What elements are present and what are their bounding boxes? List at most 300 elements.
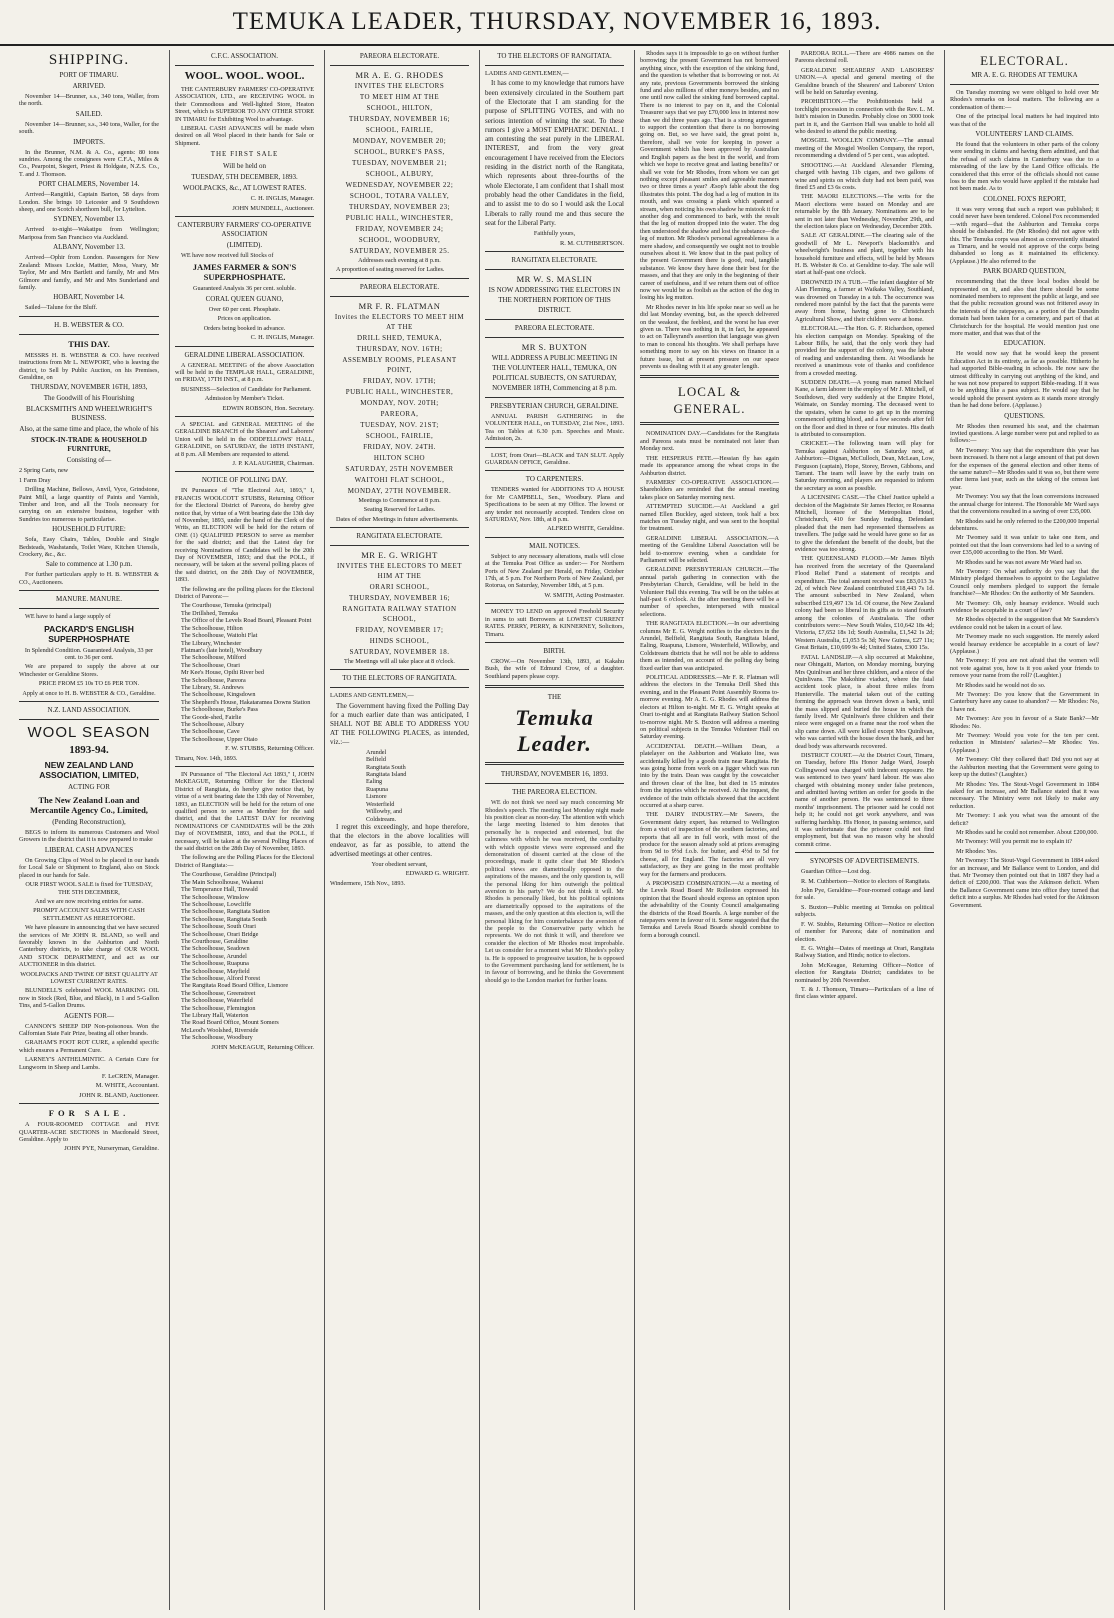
polling-place: The Courthouse, Geraldine (Principal) xyxy=(181,871,277,879)
rangitata-heading: RANGITATA ELECTORATE. xyxy=(356,532,443,541)
price-text: PRICE FROM £5 10s TO £6 PER TON. xyxy=(38,680,140,688)
polling-place: The Library, Winchester xyxy=(181,639,242,647)
divider xyxy=(485,537,624,538)
electoral-paragraph: Mr Rhodes then resumed his seat, and the chairman invited questions. A large number were put and replied to as follows:— xyxy=(950,422,1099,445)
synopsis-item: Guardian Office—Lost dog. xyxy=(801,868,871,876)
stock-in-trade: STOCK-IN-TRADE & HOUSEHOLD FURNITURE, xyxy=(31,436,147,454)
dates-other: Dates of other Meetings in future advertisements. xyxy=(336,515,459,523)
flatman-meetings xyxy=(330,333,469,496)
wright-invites: INVITES THE ELECTORS TO MEET HIM AT THE xyxy=(336,562,463,581)
polling-place: The Schoolhouse, Rangitata Station xyxy=(181,908,270,916)
divider xyxy=(19,701,159,702)
electoral-paragraph: Mr Twomey: Oh, only hearsay evidence. Would such evidence be acceptable in a court of law? xyxy=(950,599,1099,614)
electoral-paragraph: Mr Twomey: Would you vote for the ten per cent. reduction in Ministers' salaries?—Mr Rhodes: Yes. (Applause.) xyxy=(950,732,1099,754)
windermere-date: Windermere, 15th Nov., 1893. xyxy=(330,879,406,887)
meeting-venue: SCHOOL, TOTARA VALLEY, xyxy=(349,192,450,200)
pareora-heading: PAREORA ELECTORATE. xyxy=(359,52,440,60)
divider xyxy=(19,316,159,317)
cuthbertson-sig: R. M. CUTHBERTSON. xyxy=(559,239,624,247)
pareora-polling-places xyxy=(175,602,314,743)
divider xyxy=(19,590,159,591)
polling-place: The Schoolhouse, Kingsdown xyxy=(181,691,256,699)
meeting-date: THURSDAY, NOVEMBER 16; xyxy=(348,594,451,603)
divider xyxy=(485,603,624,604)
place-item: Coldstream. xyxy=(366,815,397,823)
divider xyxy=(485,447,624,448)
spring-carts: 2 Spring Carts, new xyxy=(19,467,69,475)
local-item: THE QUEENSLAND FLOOD.—Mr James Blyth has received from the secretary of the Queensland Flood Relief Fund a statement of receipts and expenditure. The total amount received was £83,013 3s 2d, of which New Zealand contributed £18,443 7s 1d. The amount subscribed in New Zealand, when subscribed £19,497 13s 1d. Of course, the New Zealand colony had been so liberal in its gifts as to stand fourth among the colonies of Australasia. The other contributors were:—New South Wales, £10,642 18s 4d; Victoria, £7,652 18s 1d; South Australia, £1,542 1s 2d; Western Australia, £1,053 5s 3d; New Guinea, £27 11s; Great Britain, £10,699 9s 4d; United States, £300 15s. xyxy=(795,555,934,652)
local-news-items-2 xyxy=(795,50,934,848)
electoral-paragraph: Mr Twomey: The Stout-Vogel Government in 1884 asked for an increase, and Mr Ballance went to London, and did that. Mr Twomey then pointed out that in 1887 they had a deficit of £200,000. That was the Atkinson deficit. When the Ballance Government came into office they turned that deficit into a surplus. Mr Rhodes had voted for the Atkinson Government. xyxy=(950,857,1099,909)
agents-for: AGENTS FOR— xyxy=(64,1011,114,1020)
wright-places xyxy=(330,749,469,823)
household-heading: HOUSEHOLD FUTURE: xyxy=(52,525,126,534)
buxton-name: MR S. BUXTON xyxy=(521,341,588,352)
consisting: Consisting of— xyxy=(66,456,112,465)
hobart-text: Sailed—Talune for the Bluff. xyxy=(25,304,98,312)
local-item: SALE AT GERALDINE.—The clearing sale of the goodwill of Mr L. Newport's blacksmith's and wheelwright's business and plant, together with his household furniture and effects, will be held by Messrs H. B. Webster & Co. at Geraldine to-day. The sale will start at half-past one o'clock. xyxy=(795,232,934,277)
polling-place: The Schoolhouse, Alford Forest xyxy=(181,974,261,982)
pending: (Pending Reconstruction), xyxy=(52,818,126,827)
section-heading: QUESTIONS. xyxy=(1004,411,1045,420)
column-3 xyxy=(324,50,474,1610)
cannons-text: CANNON'S SHEEP DIP Non-poisonous. Won the Calfornian State Fair Prize, beating all other brands. xyxy=(19,1022,159,1037)
polling-place: The Main Schoolhouse, Wakanui xyxy=(181,878,264,886)
polling-place: The Courthouse, Temuka (principal) xyxy=(181,602,272,610)
electoral-paragraph: He would now say that he would keep the present Education Act in its entirety, as far as possible. Hitherto he had supported Bible-reading in schools. He now saw the utmost difficulty in carrying out anything of the kind, and he was not now prepared to support Bible-reading. If it was to be anything like a pass subject. He would say that he would uphold the present system as it stands more strongly than he had done before. (Applause.) xyxy=(950,350,1099,410)
meeting-date: TUESDAY, NOV. 21ST; xyxy=(360,420,439,429)
synopsis-item: John Pye, Geraldine—Four-roomed cottage and land for sale. xyxy=(795,887,934,902)
presbyterian-heading: PRESBYTERIAN CHURCH, GERALDINE. xyxy=(490,401,619,410)
port-heading: PORT OF TIMARU. xyxy=(59,71,119,79)
polling-place: The Schoolhouse, Greenstreet xyxy=(181,989,256,997)
divider xyxy=(485,470,624,471)
rhodes-name: MR A. E. G. RHODES xyxy=(355,70,444,80)
synopsis-item: F. W. Stubbs, Returning Officer—Notice re election of member for Pareora; date of nomination and election. xyxy=(795,920,934,943)
dateline: THURSDAY, NOVEMBER 16, 1893. xyxy=(500,770,609,779)
polling-place: The Schoolhouse, Cave xyxy=(181,728,240,736)
place-item: Arundel xyxy=(366,748,387,756)
local-item: GERALDINE PRESBYTERIAN CHURCH.—The annual parish gathering in connection with the Presbyterian Church, Geraldine, will be held in the Volunteer Hall this evening. Tea will be on the tables at half-past 6 o'clock. At the after meeting there will be a number of speeches, interspersed with musical selections. xyxy=(640,566,779,618)
acting-for: ACTING FOR xyxy=(68,783,110,792)
business: BUSINESS—Selection of Candidate for Parliament. xyxy=(181,385,312,393)
smith-sig: W. SMITH, Acting Postmaster. xyxy=(544,591,624,599)
mail-text: Subject to any necessary alterations, mails will close at the Temuka Post Office as under:— For Northern Ports of New Zealand per Herald, on Friday, October 17th, at 5 p.m. For Northern Ports of New Zealand, per Rotorua, on Saturday, November 18th, at 5 p.m. xyxy=(485,552,624,590)
advances-text: On Growing Clips of Wool to be placed in our hands for Local Sale or Shipment to England, also on Stock placed in our hands for Sale. xyxy=(19,856,159,879)
electoral-paragraph: Mr Twomey said it was unfair to take one item, and pointed out that the loan conversions had led to a saving of over £35,000 according to the Hon. Mr Ward. xyxy=(950,534,1099,557)
divider xyxy=(19,608,159,609)
to-meet: TO MEET HIM AT THE xyxy=(359,93,440,101)
for-sale-heading: FOR SALE. xyxy=(48,1108,130,1119)
local-item: FATAL LANDSLIP.—A slip occurred at Makohine, near Ohingaiti, Marton, on Monday morning, burying Mrs Quinlivan and her three children, and a niece of the Quinlivans. The Makohine viaduct, where the fatal accident took place, is about three miles from Hunterville. The material taken out of the cutting forming the approach was thrown down a bank, until the mass slipped and buried the house in which the family lived. Mr Quinlivan's three children and their niece were engaged on a frame near the roof when the slip came down. All were killed except Mrs Quinlivan, who was carried with the house down the bank, and her dead body was afterwards recovered. xyxy=(795,653,934,750)
polling-place: The Library Hall, Waterton xyxy=(181,1012,249,1019)
divider xyxy=(485,642,624,643)
wright-note: The Meetings will all take place at 8 o'clock. xyxy=(344,658,455,666)
local-item: ACCIDENTAL DEATH.—William Dean, a platelayer on the Ashburton and Waikato line, was accidentally killed by a goods train near Rangitata. He was going home from work on a jigger which was run into by the train. Dean was caught by the cowcatcher and thrown clear of the line, but died in 15 minutes from the injuries which he received. At the inquest, the evidence of the train officials showed that the accident occurred at a sharp curve. xyxy=(640,742,779,809)
electoral-paragraph: He found that the volunteers in other parts of the colony were sending in claims and having them admitted, and that the refusal of such claims in Canterbury was due to a misreading of the law by the Land Office officials. He considered that this error of the officials should not cause loss to the men who would have applied if the mistake had not been made. As to xyxy=(950,141,1099,193)
receiving-text: And we are now receiving entries for same. xyxy=(35,897,143,905)
polling-place: The Schoolhouse, Arundel xyxy=(181,952,247,960)
household-text: Sofa, Easy Chairs, Tables, Double and Single Bedsteads, Washstands, Toilet Ware, Kitchen Utensils, Crockery, &c., &c. xyxy=(19,536,159,558)
arrived-label: ARRIVED. xyxy=(72,82,106,90)
chalmers-label: PORT CHALMERS, November 14. xyxy=(38,180,140,189)
local-item: THE DAIRY INDUSTRY.—Mr Sawers, the Government dairy expert, has returned to Wellington from a visit of inspection of the southern factories, and reports that all are in full work, with most of the produce for the season already sold at prices averaging from 9d to 9½d f.o.b. for butter, and 4½d to 5d for cheese, all for England. The factories are all very satisfactory, as they are going in the most profitable way for the farmers and producers. xyxy=(640,811,779,878)
admission: Admission by Member's Ticket. xyxy=(204,395,285,403)
meeting-date: MONDAY, NOV. 20TH; xyxy=(360,398,439,407)
mckeague-sig: JOHN McKEAGUE, Returning Officer. xyxy=(211,1043,314,1051)
wool-season-heading: WOOL SEASON xyxy=(27,724,151,742)
electoral-subheading: MR A. E. G. RHODES AT TEMUKA xyxy=(971,71,1078,79)
glba-heading: GERALDINE LIBERAL ASSOCIATION. xyxy=(184,350,305,359)
section-heading: EDUCATION. xyxy=(1003,339,1046,348)
local-item: THE RANGITATA ELECTION.—In our advertising columns Mr E. G. Wright notifies to the electors in the Arundel, Belfield, Rangitata South, Rangitata Island, Ealing, Ruapuna, Lismore, Westerfield, Willowby, and Coldstream districts that he will not be able to address them as intended, on account of the polling day being fixed earlier than was anticipated. xyxy=(640,620,779,672)
held-on: Will be held on xyxy=(222,162,267,171)
divider xyxy=(19,1103,159,1104)
shipping-heading: SHIPPING. xyxy=(48,52,130,68)
blacksmith-business: BLACKSMITH'S AND WHEELWRIGHT'S BUSINESS. xyxy=(26,405,152,423)
polling-place: The Schoolhouse, Flemington xyxy=(181,1004,256,1012)
electoral-paragraph: Mr Rhodes objected to the suggestion that Mr Saunders's evidence could not be taken in a court of law. xyxy=(950,616,1099,631)
to-electors-heading: TO THE ELECTORS OF RANGITATA. xyxy=(342,674,457,683)
electoral-paragraph: Mr Twomey: Do you know that the Government in Canterbury have any cause to abandon? — Mr Rhodes: No, I have not. xyxy=(950,691,1099,713)
local-item: DROWNED IN A TUB.—The infant daughter of Mr Alan Fleming, a farmer at Waikaka Valley, Southland, was drowned on Tuesday in a tub. The occurrence was rendered more painful by the fact that the parents were away from home, having gone to Christchurch Agricultural Show, and their children were at home. xyxy=(795,278,934,323)
electoral-paragraph: Mr Rhodes said he was not aware Mr Ward had so. xyxy=(956,558,1083,566)
electoral-paragraph: Mr Rhodes: Yes. xyxy=(956,847,998,855)
polling-place: The Goode-shed, Fairlie xyxy=(181,713,242,721)
polling-place: The Schoolhouse, Ruapuna xyxy=(181,960,249,968)
local-item: GERALDINE SHEARERS' AND LABORERS' UNION.—A special and general meeting of the Geraldine branch of the Shearers' and Laborers' Union will be held on Saturday evening. xyxy=(795,66,934,97)
divider xyxy=(175,65,314,66)
nzla-name: NEW ZEALAND LAND ASSOCIATION, LIMITED, xyxy=(39,760,139,781)
divider xyxy=(950,84,1099,85)
faithfully: Faithfully yours, xyxy=(533,230,576,238)
polling-place: The Library, St. Andrews xyxy=(181,683,244,691)
polling-place: The Rangitata Road Board Office, Lismore xyxy=(181,982,289,990)
meeting-date: THURSDAY, NOVEMBER 23; xyxy=(348,203,451,211)
polling-place: The Schoolhouse, Seadown xyxy=(181,945,250,953)
electoral-paragraph: Mr Twomey: On what authority do you say that the Ministry pledged themselves to appoint to the Legislative Council only members pledged to support the female franchise?—Mr Rhodes: On the authority of Mr Saunders. xyxy=(950,567,1099,598)
alfred-sig: ALFRED WHITE, Geraldine. xyxy=(547,525,624,533)
accountant-sig: M. WHITE, Accountant. xyxy=(95,1082,159,1090)
local-item: SHOOTING.—At Auckland Alexander Fleming, charged with having 11b cigars, and two gallons of wine and spirits on which duty had not been paid, was fined £5 and £3 6s costs. xyxy=(795,161,934,191)
wright-meetings xyxy=(330,582,469,657)
coral-queen: CORAL QUEEN GUANO, xyxy=(205,294,284,303)
electoral-paragraph: Mr Twomey: Are you in favour of a State Bank?—Mr Rhodes: No. xyxy=(950,715,1099,730)
rangitata-polling-places xyxy=(175,871,314,1041)
paper-title: Temuka Leader. xyxy=(515,705,594,757)
place-item: Lismore xyxy=(366,793,387,801)
imports-text: In the Brunner, N.M. & A. Co., agents: 80 tons sundries. Among the consignees were C.F.A., Miles & Co., Pearpoint, Siegert, Priest & Holdgate, N.Z.S. Co., T. and J. Thomson. xyxy=(19,148,159,178)
for-sale-text: A FOUR-ROOMED COTTAGE and FIVE QUARTER-ACRE SECTIONS in Macdonald Street, Geraldine. Apply to xyxy=(19,1121,159,1144)
annual-text: ANNUAL PARISH GATHERING in the VOLUNTEER HALL, on TUESDAY, 21st Nov., 1893. Tea on Tables at 6.30 p.m. Speeches and Music. Admission, 2s. xyxy=(485,412,624,443)
meeting-date: THURSDAY, NOVEMBER 16; xyxy=(348,115,451,123)
sailed-label: SAILED. xyxy=(75,109,103,118)
divider xyxy=(640,422,779,425)
special-text: A SPECIAL and GENERAL MEETING of the GERALDINE BRANCH of the Shearers' and Laborers' Union will be held in the ODDFELLOWS' HALL, GERALDINE, on SATURDAY, the 18TH INSTANT, at 8 p.m. All Members are requested to attend. xyxy=(175,420,314,458)
polling-place: The Courthouse, Geraldine xyxy=(181,937,249,945)
robson-sig: EDWIN ROBSON, Hon. Secretary. xyxy=(222,404,314,412)
electoral-paragraph: Mr Twomey: Oh! they collared that! Did you not say at the Ashburton meeting that the Government were going to keep up the duties? (Laughter.) xyxy=(950,756,1099,779)
local-item: FARMERS' CO-OPERATIVE ASSOCIATION.—Shareholders are reminded that the annual meeting takes place on Saturday morning next. xyxy=(640,478,779,501)
apply-text: Apply at once to H. B. WEBSTER & CO., Geraldine. xyxy=(22,689,156,697)
manure-heading: MANURE. MANURE. xyxy=(56,595,122,604)
editorial-continued xyxy=(640,50,779,370)
pye-sig: JOHN PYE, Nurseryman, Geraldine. xyxy=(64,1145,159,1153)
polling-place: The Schoolhouse, Rangitata South xyxy=(181,915,267,923)
meeting-date: MONDAY, 27TH NOVEMBER. xyxy=(347,486,452,495)
synopsis-item: John McKeague, Returning Officer—Notice of election for Rangitata District; candidates to be nominated by 20th November. xyxy=(795,961,934,984)
buxton-text: WILL ADDRESS A PUBLIC MEETING IN THE VOLUNTEER HALL, TEMUKA, ON POLITICAL SUBJECTS, ON SATURDAY, NOVEMBER 18TH, Commencing at 8 p.m. xyxy=(491,353,618,392)
polling-text: IN Pursuance of "The Electoral Act, 1893," I, FRANCIS WOOLCOTT STUBBS, Returning Officer for the Electoral District of Pareora, do hereby give notice that, by virtue of a Writ bearing date the 13th day of November, 1893, under the hand of the Clerk of the Writs, an ELECTION will be held for the return of ONE (1) QUALIFIED PERSON to serve as member for the said district; and that the Latest day for receiving Nominations of Candidates will be the 20th Day of NOVEMBER, 1893; and that the POLL, if necessary, will be taken at the several polling places of the said district, on the 28th Day of NOVEMBER, 1893. xyxy=(175,487,314,584)
woolpacks-line: WOOLPACKS, &c., AT LOWEST RATES. xyxy=(182,184,307,193)
meeting-date: FRIDAY, NOVEMBER 24; xyxy=(355,225,444,233)
place-item: Rangitata Island xyxy=(366,771,407,779)
wright-sig: EDWARD G. WRIGHT. xyxy=(405,870,469,878)
local-item: MOSGIEL WOOLLEN COMPANY.—The annual meeting of the Mosgiel Woollen Company, the report, recommending a dividend of 5 per cent., was adopted. xyxy=(795,137,934,160)
meeting-venue: SCHOOL, FAIRLIE, xyxy=(365,126,434,134)
place-item: Willowby, and xyxy=(366,808,403,816)
divider xyxy=(485,269,624,270)
sale-date: TUESDAY, 5TH DECEMBER, 1893. xyxy=(191,173,298,182)
section-heading: VOLUNTEERS' LAND CLAIMS. xyxy=(975,130,1074,139)
column-5 xyxy=(634,50,784,1610)
divider xyxy=(485,685,624,688)
meeting-date: TUESDAY, NOVEMBER 21; xyxy=(351,159,448,167)
electoral-paragraph: Mr Twomey: You say that the loan conversions increased the annual charge for interest. The Honorable Mr Ward says that the conversions resulted in a saving of over £35,000. xyxy=(950,493,1099,516)
local-item: PROHIBITION.—The Prohibitionists held a torchlight procession in connection with the Rev. L. M. Isitt's mission in Dunedin. Probably close on 3000 took part in it, and the Garrison Hall was unable to hold all who desired to attend the public meeting. xyxy=(795,98,934,136)
meeting-date: WEDNESDAY, NOVEMBER 22; xyxy=(345,181,454,189)
over-60: Over 60 per cent. Phosphate. xyxy=(208,305,281,313)
electoral-paragraph: Mr Twomey: If you are not afraid that the women will not vote against you, how is it you asked your friends to remove your name from the roll? (Laughter.) xyxy=(950,657,1099,680)
local-item: A PROPOSED COMBINATION.—At a meeting of the Levels Road Board Mr Rolleston expressed his opinion that the Board should express an opinion upon the advisability of the County Council amalgamating the districts of the Road Boards. A large number of the ratepayers were in favour of it. Some suggested that the Temuka and Levels Road Boards should combine to form a borough council. xyxy=(640,880,779,939)
maslin-text: IS NOW ADDRESSING THE ELECTORS IN THE NORTHERN PORTION OF THIS DISTRICT. xyxy=(488,285,621,314)
polling-place: The Schoolhouse, Milford xyxy=(181,654,247,662)
editorial-paragraph: Rhodes says it is impossible to go on without further borrowing; the present Government has not borrowed anything since, with the exception of the sinking fund, and the question is whether that is borrowing or not. At any rate, previous Governments borrowed the sinking fund and also millions of other moneys besides, and no one until now called the sinking fund borrowed capital. There is no interest to pay on it, and the Colonial Treasurer says that we pay £70,000 less in interest now than we did three years ago. That is a strong argument to support the contention that there is no borrowing going on. But, so we have said, the great point is, therefore, shall we vote for keeping in power a Government which has been approved by Australian and English papers as the best in the world, and from which we hope to receive great and lasting benefits? or shall we vote for Mr Rhodes, from whom we can get nothing except pleasant smiles and agreeable manners two or three times a year? Æsop's fable about the dog illustrates this point. The dog had a leg of mutton in its mouth, and was crossing a plank which spanned a stream, when noticing his own shadow he mistook it for another dog and commenced to bark, with the result that the leg of mutton dropped into the water. The dog then understood the shadow and lost the substance—the leg of mutton. Mr Rhodes's personal agreeableness is a mere shadow, and consequently we ought not to trouble ourselves about it. We know that in the past policy of the present Government there is good, real, tangible substance. We know they have done their best for the masses, and that they are only in the beginning of their career of usefulness, and if we return them out of office now we would be as foolish as the action of the dog in losing his leg mutton. xyxy=(640,50,779,302)
sale-time: Sale to commence at 1.30 p.m. xyxy=(45,560,133,569)
flatman-name: MR F. R. FLATMAN xyxy=(358,300,441,311)
the-label: THE xyxy=(547,693,562,702)
arrived-text: November 14—Brunner, s.s., 340 tons, Waller, from the north. xyxy=(19,93,159,108)
this-day-heading: THIS DAY. xyxy=(68,338,110,349)
cuthbertson-text: It has come to my knowledge that rumors have been extensively circulated in the Southern part of the Electorate that I am standing for the purpose of SPLITTING VOTES, and with no serious intention of winning the seat. To these rumors I give a MOST EMPHATIC DENIAL. I am contesting the seat purely in the LIBERAL INTEREST, and from the very great encouragement I have received from the Electors residing in the district north of the Rangitata, which represents about three-fourths of the whole Electorate, I am confident that I shall most probably head the other Candidates in the field, and to assist me to do so I would ask the Local Liberals to rally round me and thus secure the seat for the Liberal Party. xyxy=(485,79,624,227)
polling-place: The Schoolhouse, Burke's Pass xyxy=(181,706,259,714)
polling-places-label: The following are the polling places for the Electoral District of Pareora:— xyxy=(175,585,314,601)
divider xyxy=(485,783,624,784)
sydney-text: Arrived to-night—Wakatipu from Wellington; Mariposa from San Francisco via Auckland. xyxy=(19,226,159,241)
webster-heading: H. B. WEBSTER & CO. xyxy=(54,320,124,329)
column-1 xyxy=(14,50,164,1610)
albany-label: ALBANY, November 13. xyxy=(53,243,125,252)
divider xyxy=(795,852,934,853)
meeting-venue: HINDS SCHOOL, xyxy=(369,637,430,646)
webster-date: THURSDAY, NOVEMBER 16TH, 1893, xyxy=(30,383,148,392)
seating: Seating Reserved for Ladies. xyxy=(363,506,436,514)
divider xyxy=(175,346,314,347)
local-item: POLITICAL ADDRESSES.—Mr F. R. Flatman will address the electors in the Temuka Drill Shed this evening, and in the Pleasant Point Assembly Rooms to-morrow evening. Mr A. E. G. Rhodes will address the electors at Hilton to-night. Mr E. G. Wright speaks at Orari to-night and at Rangitata Railway Station School to-morrow night. Mr S. Buxton will address a meeting on political subjects in the Temuka Volunteer Hall on Saturday evening. xyxy=(640,674,779,741)
maslin-name: MR W. S. MASLIN xyxy=(516,273,593,284)
meeting-date: MONDAY, NOVEMBER 20; xyxy=(352,137,447,145)
glba-text: A GENERAL MEETING of the above Association will be held in the TEMPLAR HALL, GERALDINE, on FRIDAY, 17TH INST., at 8 p.m. xyxy=(175,361,314,384)
column-7 xyxy=(944,50,1104,1610)
wright-letter: The Government having fixed the Polling Day for a much earlier date than was anticipated, I SHALL NOT BE ABLE TO ADDRESS YOU AT THE FOLLOWING PLACES, as intended, viz.:— xyxy=(330,701,469,746)
local-general-heading: LOCAL & GENERAL. xyxy=(673,384,746,417)
packards-heading: PACKARD'S ENGLISH SUPERPHOSPHATE xyxy=(44,623,134,644)
section-heading: COLONEL FOX'S REPORT, xyxy=(983,194,1066,203)
electoral-body xyxy=(950,89,1099,909)
condition-text: In Splendid Condition. Guaranteed Analysis, 33 per cent. to 36 per cent. xyxy=(24,646,154,662)
liberal-advances: LIBERAL CASH ADVANCES xyxy=(44,845,134,854)
polling-place: The Road Board Office, Mount Somers xyxy=(181,1019,279,1027)
farm-dray: 1 Farm Dray xyxy=(19,476,51,484)
divider xyxy=(330,527,469,528)
prompt-text: PROMPT ACCOUNT SALES WITH CASH SETTLEMENT AS HERETOFORE. xyxy=(33,907,145,922)
polling-place: The Temperance Hall, Tinwald xyxy=(181,886,258,894)
place-item: Belfield xyxy=(366,756,386,764)
synopsis-item: E. G. Wright—Dates of meetings at Orari, Rangitata Railway Station, and Hinds; notice to electors. xyxy=(795,944,934,960)
meeting-venue: SCHOOL, FAIRLIE, xyxy=(365,431,434,440)
hobart-label: HOBART, November 14. xyxy=(53,293,125,302)
manager-sig: F. LeCREN, Manager. xyxy=(101,1073,159,1081)
guaranteed: Guaranteed Analysis 36 per cent. soluble. xyxy=(193,285,296,293)
electoral-paragraph: Mr Twomey made no such suggestion. He merely asked would hearsay evidence be acceptable in a court of law? (Applause.) xyxy=(950,633,1099,655)
drilling-text: Drilling Machine, Bellows, Anvil, Vyce, Grindstone, Paint Mill, a large quantity of Paints and Varnish, Timber and Iron, and all the Tools necessary for carrying on an extensive business, together with Sundries too numerous to particularise. xyxy=(19,486,159,523)
to-electors-heading-2: TO THE ELECTORS OF RANGITATA. xyxy=(497,52,612,60)
money-text: MONEY TO LEND on approved Freehold Security in sums to suit Borrowers at LOWEST CURRENT RATES. PERRY, PERRY, & KINNERNEY, Solicitors, Timaru. xyxy=(485,608,624,638)
polling-place: The Schoolhouse, Hilton xyxy=(181,624,243,632)
electoral-paragraph: Mr Twomey: I ask you what was the amount of the deficit? xyxy=(950,812,1099,827)
column-2 xyxy=(169,50,319,1610)
local-item: ELECTORAL.—The Hon. G. F. Richardson, opened his election campaign on Monday. Speaking of the Labour Bills, he said, that the only work they had provided for the support of the colony, was the labour of reading and understanding them. At Woodlands he received a unanimous vote of thanks and confidence from a crowded meeting. xyxy=(795,325,934,377)
kalaugher-sig: J. P. KALAUGHER, Chairman. xyxy=(232,459,314,467)
pleasure-text: We have pleasure in announcing that we have secured the services of Mr JOHN R. BLAND, so well and favorably known in the Ashburton and North Canterbury districts, to take charge of OUR WOOL AND STOCK DEPARTMENT, and act as our AUCTIONEER in this district. xyxy=(19,924,159,969)
electoral-paragraph: Mr Rhodes said he would not do so. xyxy=(956,681,1046,689)
divider xyxy=(485,397,624,398)
electoral-heading: ELECTORAL. xyxy=(980,53,1069,68)
imports-label: IMPORTS. xyxy=(73,137,105,146)
meeting-date: FRIDAY, NOV. 17TH; xyxy=(362,376,437,385)
local-item: THE MAORI ELECTIONS.—The writs for the Maori elections were issued on Monday and are returnable by the 8th January. Nominations are to be sent in not later than Wednesday, November 29th, and the election takes place on Wednesday, December 20th. xyxy=(795,193,934,230)
ladies-gentlemen: LADIES AND GENTLEMEN,— xyxy=(330,692,414,700)
wool-year: 1893-94. xyxy=(69,744,109,757)
meeting-venue: RANGITATA RAILWAY STATION SCHOOL, xyxy=(342,605,457,624)
goodwill-line: The Goodwill of his Flourishing xyxy=(43,394,135,403)
prices: Prices on application. xyxy=(217,315,272,323)
polling-place: The Schoolhouse, Mayfield xyxy=(181,967,250,975)
synopsis-item: T. & J. Thomson, Timaru—Particulars of a line of first class winter apparel. xyxy=(795,985,934,1001)
electoral-paragraph: it was very wrong that such a report was published; it could never have been tendered. Colonel Fox recommended—with regard—that the Ashburton and Temuka corps should be disbanded. He (Mr Rhodes) did not agree with this. The Temuka corps was almost as conveniently situated as Timaru, and he would not approve of the corps being disbanded so long as it maintained its efficiency. (Applause.) He also referred to the xyxy=(950,205,1099,265)
divider xyxy=(175,471,314,472)
woolpacks-text: WOOLPACKS AND TWINE OF BEST QUALITY AT LOWEST CURRENT RATES. xyxy=(20,970,158,985)
birth-heading: BIRTH. xyxy=(543,646,566,655)
meeting-venue: SCHOOL, HILTON, xyxy=(366,104,433,112)
editorial-heading: THE PAREORA ELECTION. xyxy=(512,788,597,797)
meeting-date: FRIDAY, NOVEMBER 17; xyxy=(355,626,444,635)
synopsis-heading: SYNOPSIS OF ADVERTISEMENTS. xyxy=(809,857,920,866)
meeting-date: SATURDAY, NOVEMBER 18. xyxy=(349,648,450,657)
column-6 xyxy=(789,50,939,1610)
divider xyxy=(330,65,469,66)
synopsis-item: S. Buxton—Public meeting at Temuka on political subjects. xyxy=(795,903,934,919)
lost-text: LOST, from Orari—BLACK and TAN SLUT. Apply GUARDIAN OFFICE, Geraldine. xyxy=(485,451,624,466)
local-item: SUDDEN DEATH.—A young man named Michael Kane, a farm laborer in the employ of Mr J. Mitchell, of Southdown, died very suddenly at the Empire Hotel, Waimate, on Sunday morning. The deceased went to the upstairs, when he came to get up in the morning commenced spitting blood, and a few seconds after fell on the floor and died in three or four minutes. His death is attributed to consumption. xyxy=(795,379,934,438)
synopsis-item: R. M. Cuthbertson—Notice to electors of Rangitata. xyxy=(801,877,931,885)
invites: INVITES THE ELECTORS xyxy=(354,82,445,90)
divider xyxy=(330,545,469,546)
divider xyxy=(640,375,779,378)
meeting-venue: ASSEMBLY ROOMS, PLEASANT POINT, xyxy=(342,355,457,374)
tenders-text: TENDERS wanted for ADDITIONS TO A HOUSE for Mr CAMPBELL, Sen., Woodbury. Plans and Specifications to be seen at my Office. The lowest or any tender not necessarily accepted. Tenders close on SATURDAY, Nov. 18th, at 8 p.m. xyxy=(485,486,624,524)
electoral-paragraph: Mr Rhodes said he could not remember. About £200,000. xyxy=(956,828,1099,836)
meeting-venue: DRILL SHED, TEMUKA, xyxy=(357,333,442,342)
editorial-paragraph: Mr Rhodes never in his life spoke near so well as he did last Monday evening, but, as the speech delivered on the weakest, the feeblest, and the worst he has ever given us. There was nothing in it, in fact, he appeared to act on Talleyrand's assertion that language was given to man to conceal his thoughts. We shall perhaps have something more to say on his views on finance in a future issue, but at present pressure on our space prevents us dealing with it at any greater length. xyxy=(640,303,779,371)
regret-text: I regret this exceedingly, and hope therefore, that the electors in the above localities will endeavor, as far as possible, to attend the advertised meetings at other centres. xyxy=(330,822,469,858)
chalmers-text: Arrived—Rangitiki, Captain Barton, 58 days from London. She brings 10 Leicester and 9 Southdown sheep, and one Scotch shorthorn bull, for Lyttelton. xyxy=(19,191,159,214)
webster-text: MESSRS H. B. WEBSTER & CO. have received instructions from Mr L. NEWPORT, who is leaving the district, to Sell by Public Auction, on his Premises, Geraldine, on xyxy=(19,351,159,381)
larneys-text: LARNEY'S ANTHELMINTIC. A Certain Cure for Lungworm in Sheep and Lambs. xyxy=(19,1056,159,1071)
divider xyxy=(330,687,469,688)
polling-place: Flatman's (late hotel), Woodbury xyxy=(181,646,263,654)
addresses: Addresses each evening at 8 p.m. xyxy=(358,257,441,264)
place-item: Ealing xyxy=(366,778,383,786)
mundell-sig: JOHN MUNDELL, Auctioneer. xyxy=(232,204,314,212)
polling-place: The Schoolhouse, Upper Otaio xyxy=(181,735,258,743)
polling-place: The Schoolhouse, Pareora xyxy=(181,676,246,684)
stocks-text: WE have now received full Stocks of xyxy=(181,252,274,260)
place-item: Ruapuna xyxy=(366,785,388,793)
meeting-venue: PAREORA, xyxy=(380,409,419,418)
divider xyxy=(175,416,314,417)
nz-loan: The New Zealand Loan and Mercantile Agency Co., Limited, xyxy=(30,795,148,816)
place-item: Westerfield xyxy=(366,800,395,808)
electoral-paragraph: On Tuesday morning we were obliged to hold over Mr Rhodes's remarks on local matters. The following are a condensation of them:— xyxy=(950,89,1099,111)
cfa-text: THE CANTERBURY FARMERS' CO-OPERATIVE ASSOCIATION, LTD., are RECEIVING WOOL in their Commodious and Well-lighted Store, Heaton Street, which is SUPERIOR TO ANY OTHER STORE IN TIMARU for Exhibiting Wool to advantage. xyxy=(175,86,314,123)
local-item: CRICKET.—The following team will play for Temuka against Ashburton on Saturday next, at Ashburton:—Dignan, McCulloch, Dean, McLean, Low, Ferguson (captain), Hope, Storey, Brown, Gibbons, and Tarrant. The team will leave by the early train on Saturday morning, and players are requested to inform the secretary as soon as possible. xyxy=(795,440,934,492)
grahams-text: GRAHAM'S FOOT ROT CURE, a splendid specific which ensures a Permanent Cure. xyxy=(19,1039,159,1054)
meeting-venue: HILTON SCHO xyxy=(373,453,426,462)
pareora-heading-2: PAREORA ELECTORATE. xyxy=(359,282,440,291)
meeting-date: SATURDAY, NOVEMBER 25. xyxy=(349,247,450,255)
polling-place: The Schoolhouse, Woodbury xyxy=(181,1034,253,1042)
timaru-date: Timaru, Nov. 14th, 1893. xyxy=(175,754,238,762)
section-heading: PARK BOARD QUESTION, xyxy=(983,267,1066,276)
wright-name: MR E. G. WRIGHT xyxy=(361,550,438,561)
birth-text: CROW.—On November 13th, 1893, at Kakahu Bush, the wife of Edmund Crow, of a daughter. Southland papers please copy. xyxy=(485,657,624,680)
stubbs-sig: F. W. STUBBS, Returning Officer. xyxy=(225,745,314,753)
polling-place: The Schoolhouse, Waitohi Flat xyxy=(181,632,258,640)
meeting-venue: PUBLIC HALL, WINCHESTER, xyxy=(345,387,454,396)
rangitata-heading-2: RANGITATA ELECTORATE. xyxy=(511,255,598,264)
polling-place: The Drillshed, Temuka xyxy=(181,609,239,617)
blundell-text: BLUNDELL'S celebrated WOOL MARKING OIL now in Stock (Red, Blue, and Black), in 1 and 5-Gallon Tins, and 5-Gallon Drums. xyxy=(19,987,159,1010)
polling-place: The Office of the Levels Road Board, Pleasant Point xyxy=(181,617,312,625)
divider xyxy=(330,278,469,279)
meeting-venue: SCHOOL, BURKE'S PASS, xyxy=(354,148,445,156)
pareora-heading-3: PAREORA ELECTORATE. xyxy=(514,323,595,332)
polling-place: The Schoolhouse, Winslow xyxy=(181,893,249,901)
electoral-paragraph: Mr Rhodes: Yes. The Stout-Vogel Government in 1884 asked for an increase, and Mr Ballance stated that it was necessary. The Ministry were not likely to make any reduction. xyxy=(950,780,1099,810)
nz-land-heading: N.Z. LAND ASSOCIATION. xyxy=(47,706,131,715)
rhodes-meetings xyxy=(330,103,469,256)
electoral-paragraph: Mr Rhodes said he only referred to the £200,000 Imperial debentures. xyxy=(950,517,1099,532)
ladies-reserved: A proportion of seating reserved for Ladies. xyxy=(336,266,445,274)
auctioneer-sig: JOHN R. BLAND, Auctioneer. xyxy=(79,1091,159,1099)
divider xyxy=(485,251,624,252)
rangitata-places-label: The following are the Polling Places for the Electoral District of Rangitata:— xyxy=(175,854,314,869)
liberal-cash-text: LIBERAL CASH ADVANCES will be made when desired on all Wool placed in their hands for Sale or Shipment. xyxy=(175,125,314,147)
divider xyxy=(330,669,469,670)
first-sale-text: OUR FIRST WOOL SALE is fixed for TUESDAY, THE 5TH DECEMBER, xyxy=(25,881,153,896)
polling-place: The Schoolhouse, Albury xyxy=(181,720,245,728)
